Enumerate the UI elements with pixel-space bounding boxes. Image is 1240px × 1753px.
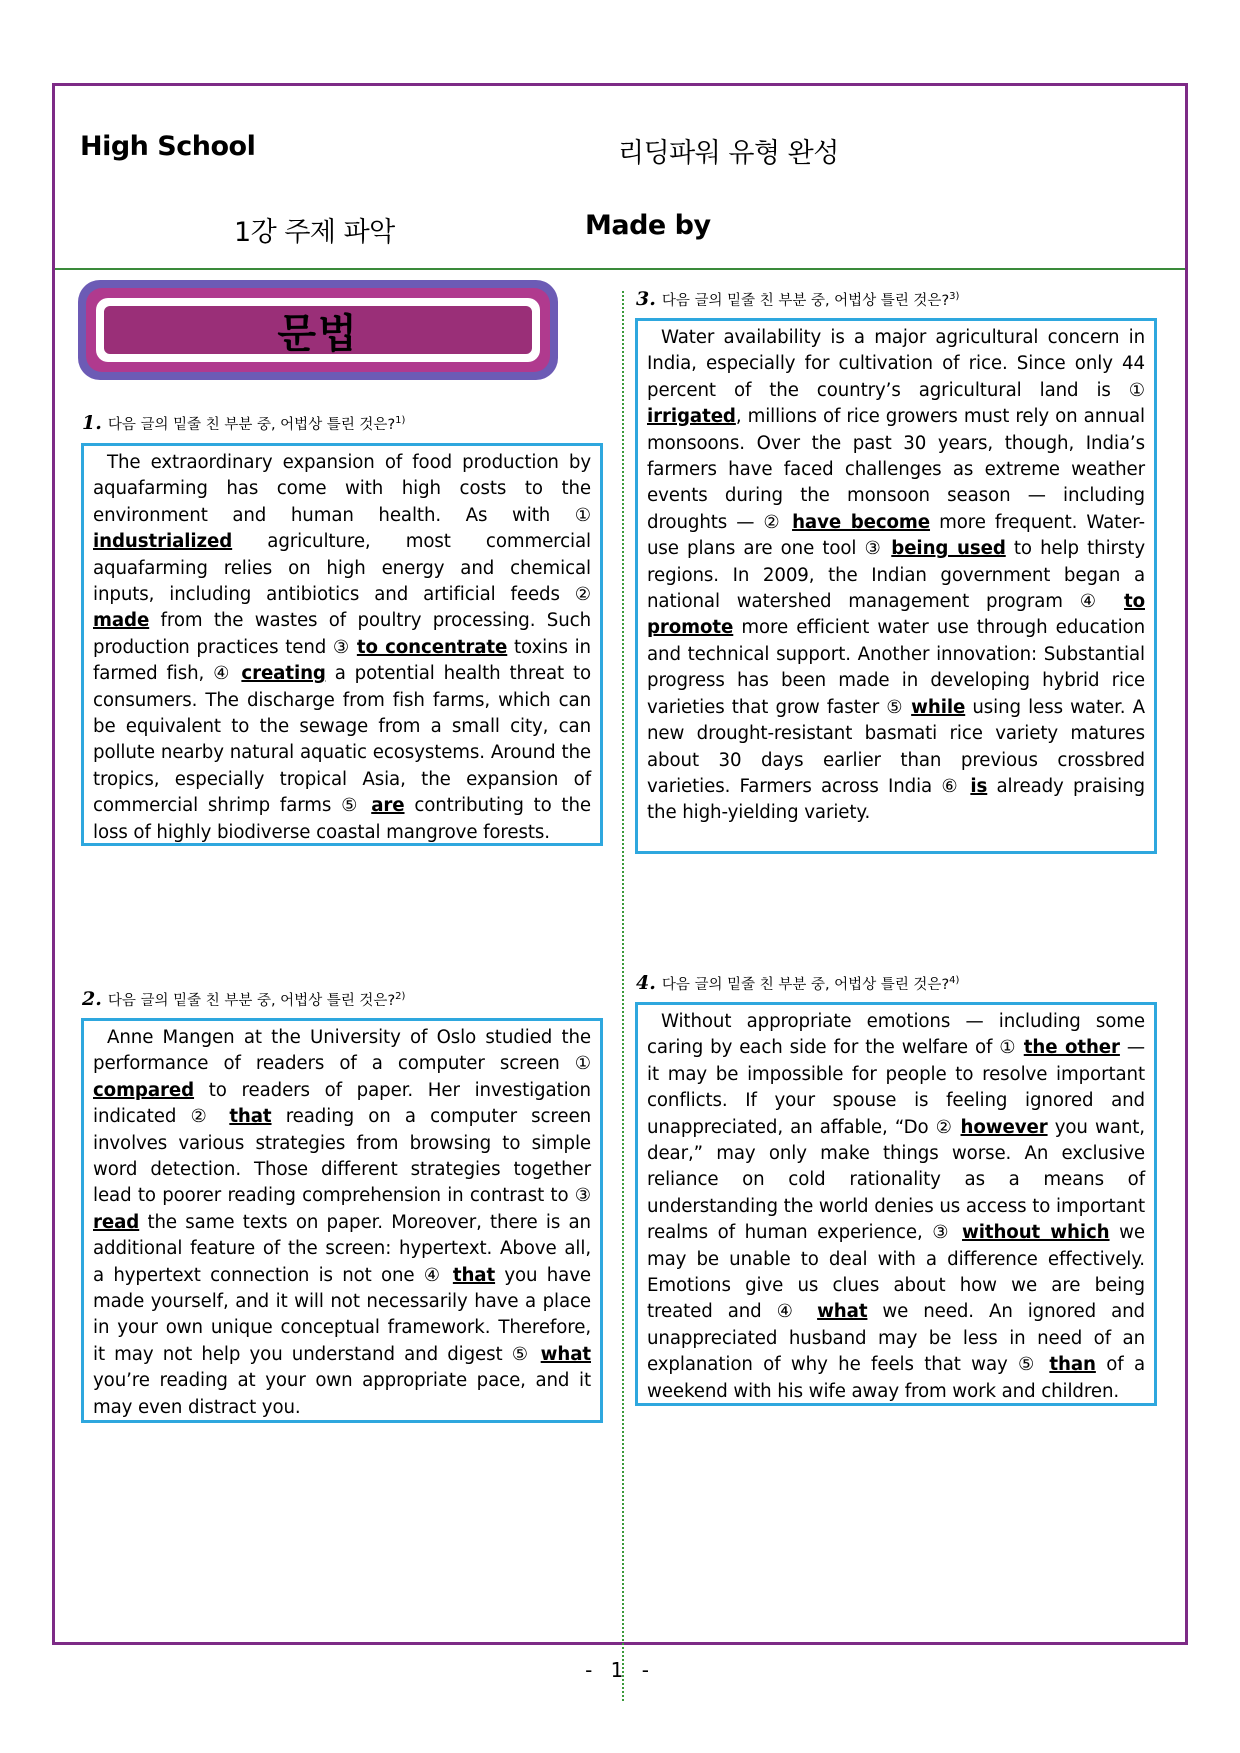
underlined-choice: made xyxy=(93,610,150,632)
passage-text: , millions of rice growers must rely on annual monsoons. Over the past 30 years, though, India’s farmers have faced challenges as extreme weather events during the monsoon season — including droughts — ② xyxy=(647,406,1145,533)
passage-text: a potential health threat to consumers. The discharge from fish farms, which can be equivalent to the sewage from a small city, can pollute nearby natural aquatic ecosystems. Around the tropics, especially tropical Asia, the expansion of commercial shrimp farms ⑤ xyxy=(93,663,591,817)
passage-text: — it may be impossible for people to resolve important conflicts. If your spouse is feeling ignored and unappreciated, an affable, “Do ② xyxy=(647,1037,1145,1138)
underlined-choice: while xyxy=(911,696,966,718)
underlined-choice: without which xyxy=(962,1222,1110,1244)
underlined-choice: is xyxy=(970,775,988,797)
question-1-title: 1. 다음 글의 밑줄 친 부분 중, 어법상 틀린 것은?$^{1)}$ xyxy=(82,412,406,434)
question-2-title: 2. 다음 글의 밑줄 친 부분 중, 어법상 틀린 것은?$^{2)}$ xyxy=(82,988,406,1010)
passage-text: Anne Mangen at the University of Oslo studied the performance of readers of a computer screen ① xyxy=(93,1027,591,1075)
passage-text: you want, dear,” may only make things worse. An exclusive reliance on cold rationality as a means of understanding the world denies us access to important realms of human experience, ③ xyxy=(647,1116,1145,1244)
underlined-choice: the other xyxy=(1023,1037,1120,1059)
passage-text: using less water. A new drought-resistant basmati rice variety matures about 30 days earlier than previous crossbred varieties. Farmers across India ⑥ xyxy=(647,696,1145,797)
section-badge-label: 문법 xyxy=(277,310,359,357)
passage-text: we may be unable to deal with a difference effectively. Emotions give us clues about how we are being treated and ④ xyxy=(647,1222,1146,1323)
passage-text: reading on a computer screen involves various strategies from browsing to simple word detection. Those different strategies together lead to poorer reading comprehension in contrast to ③ xyxy=(93,1106,592,1207)
passage-text: contributing to the loss of highly biodiverse coastal mangrove forests. xyxy=(93,795,591,843)
underlined-choice: being used xyxy=(891,538,1006,560)
question-4-title: 4. 다음 글의 밑줄 친 부분 중, 어법상 틀린 것은?$^{4)}$ xyxy=(636,972,960,994)
header-left-title: High School xyxy=(80,131,256,162)
passage-text: to help thirsty regions. In 2009, the Indian government began a national watershed management program ④ xyxy=(647,538,1145,613)
underlined-choice: to concentrate xyxy=(356,636,508,658)
passage-text: toxins in farmed fish, ④ xyxy=(93,636,591,685)
underlined-choice: are xyxy=(371,795,405,817)
passage-text: from the wastes of poultry processing. Such production practices tend ③ xyxy=(93,610,591,658)
header-lesson: 1강 주제 파악 xyxy=(234,217,395,248)
header-made-by: Made by xyxy=(585,210,711,241)
underlined-choice: read xyxy=(93,1211,140,1233)
passage-text: to readers of paper. Her investigation indicated ② xyxy=(93,1079,591,1128)
underlined-choice: industrialized xyxy=(93,531,233,553)
section-badge xyxy=(78,280,558,380)
passage-text: you have made yourself, and it will not necessarily have a place in your own unique conceptual framework. Therefore, it may not help you understand and digest ⑤ xyxy=(93,1264,591,1365)
passage-text: more efficient water use through education and technical support. Another innovation: Substantial progress has been made in developing hybrid rice varieties that grow faster ⑤ xyxy=(647,617,1145,718)
underlined-choice: what xyxy=(540,1343,591,1365)
question-1-passage xyxy=(81,443,603,846)
passage-text: the same texts on paper. Moreover, there is an additional feature of the screen: hypertext. Above all, a hypertext connection is not one ④ xyxy=(93,1211,591,1286)
underlined-choice: what xyxy=(817,1301,868,1323)
passage-text: Without appropriate emotions — including some caring by each side for the welfare of ① xyxy=(647,1011,1145,1059)
question-2-passage xyxy=(81,1018,603,1423)
underlined-choice: than xyxy=(1049,1354,1096,1376)
passage-text: of a weekend with his wife away from work and children. xyxy=(647,1354,1145,1402)
question-3-passage xyxy=(635,318,1157,854)
header-divider xyxy=(55,268,1185,270)
underlined-choice: compared xyxy=(93,1079,195,1101)
underlined-choice: that xyxy=(229,1106,272,1128)
underlined-choice: to promote xyxy=(647,591,1145,639)
column-divider xyxy=(622,291,624,1701)
header-book-title: 리딩파워 유형 완성 xyxy=(618,138,839,169)
passage-text: you’re reading at your own appropriate pace, and it may even distract you. xyxy=(93,1370,591,1418)
underlined-choice: that xyxy=(452,1264,496,1286)
page-number: - 1 - xyxy=(585,1658,655,1682)
passage-text: agriculture, most commercial aquafarming relies on high energy and chemical inputs, including antibiotics and artificial feeds ② xyxy=(93,531,591,606)
passage-text: already praising the high-yielding variety. xyxy=(647,775,1145,824)
passage-text: Water availability is a major agricultural concern in India, especially for cultivation of rice. Since only 44 percent of the country’s agricultural land is ① xyxy=(647,327,1145,401)
question-3-title: 3. 다음 글의 밑줄 친 부분 중, 어법상 틀린 것은?$^{3)}$ xyxy=(636,288,960,310)
passage-text: more frequent. Water-use plans are one tool ③ xyxy=(647,511,1145,560)
underlined-choice: however xyxy=(960,1116,1048,1138)
underlined-choice: have become xyxy=(792,511,931,533)
passage-text: we need. An ignored and unappreciated husband may be less in need of an explanation of why he feels that way ⑤ xyxy=(647,1301,1145,1376)
passage-text: The extraordinary expansion of food production by aquafarming has come with high costs to the environment and human health. As with ① xyxy=(93,452,591,526)
question-4-passage xyxy=(635,1002,1157,1406)
underlined-choice: creating xyxy=(241,663,326,685)
underlined-choice: irrigated xyxy=(647,406,736,428)
